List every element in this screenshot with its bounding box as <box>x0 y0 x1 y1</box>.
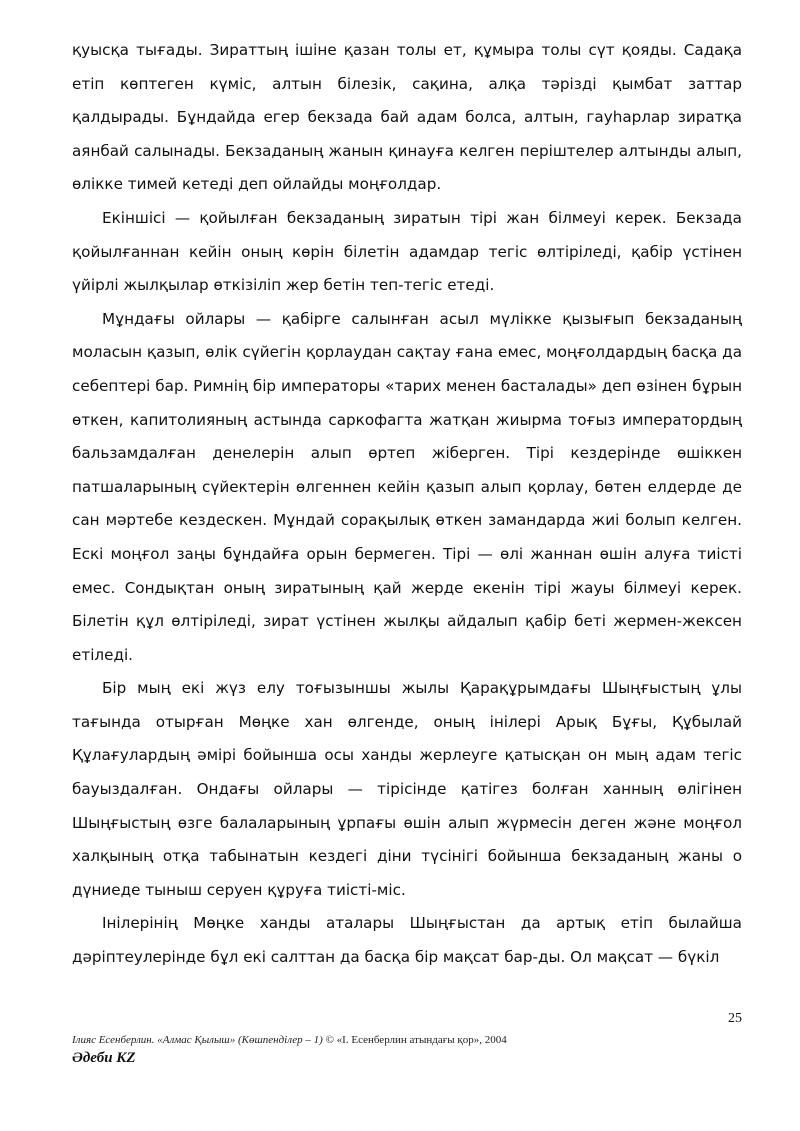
body-text <box>72 34 742 975</box>
paragraph: Мұндағы ойлары — қабірге салынған асыл мүлікке қызығып бекзаданың моласын қазып, өлік сүйегін қорлаудан сақтау ғана емес, моңғолдардың басқа да себептері бар. Римнің бір императоры «тарих менен басталады» деп өзінен бұрын өткен, капитолияның астында саркофагта жатқан жиырма тоғыз императордың бальзамдалған денелерін алып өртеп жіберген. Тірі кездерінде өшіккен патшаларының сүйектерін өлгеннен кейін қазып алып қорлау, бөтен елдерде де сан мәртебе кездескен. Мұндай сорақылық өткен замандарда жиі болып келген. Ескі моңғол заңы бұндайға орын бермеген. Тірі — өлі жаннан өшін алуға тиісті емес. Сондықтан оның зиратының қай жерде екенін тірі жауы білмеуі керек. Білетін құл өлтіріледі, зират үстінен жылқы айдалып қабір беті жермен-жексен етіледі. <box>72 309 742 664</box>
paragraph: Екіншісі — қойылған бекзаданың зиратын тірі жан білмеуі керек. Бекзада қойылғаннан кейін оның көрін білетін адамдар тегіс өлтіріледі, қабір үстінен үйірлі жылқылар өткізіліп жер бетін теп-тегіс етеді. <box>72 208 742 295</box>
footer-credit <box>72 1034 507 1046</box>
footer-credit-copyright: © «І. Есенберлин атындағы қор», 2004 <box>322 1034 507 1046</box>
page-number: 25 <box>728 1011 742 1026</box>
site-logo: Әдеби KZ <box>72 1050 136 1066</box>
paragraph: қуысқа тығады. Зираттың ішіне қазан толы ет, құмыра толы сүт қояды. Садақа етіп көптеген күміс, алтын білезік, сақина, алқа тәрізді қымбат заттар қалдырады. Бұндайда егер бекзада бай адам болса, алтын, гауһарлар зиратқа аянбай салынады. Бекзаданың жанын қинауға келген періштелер алтынды алып, өлікке тимей кетеді деп ойлайды моңғолдар. <box>72 41 742 194</box>
paragraph: Інілерінің Мөңке ханды аталары Шыңғыстан да артық етіп былайша дәріптеулерінде бұл екі салттан да басқа бір мақсат бар-ды. Ол мақсат — бүкіл <box>72 914 742 967</box>
paragraph: Бір мың екі жүз елу тоғызыншы жылы Қарақұрымдағы Шыңғыстың ұлы тағында отырған Мөңке хан өлгенде, оның інілері Арық Бұғы, Құбылай Құлағулардың әмірі бойынша осы ханды жерлеуге қатысқан он мың адам тегіс бауыздалған. Ондағы ойлары — тірісінде қатігез болған ханның өлігінен Шыңғыстың өзге балаларының ұрпағы өшін алып жүрмесін деген және моңғол халқының отқа табынатын кездегі діни түсінігі бойынша бекзаданың жаны о дүниеде тыныш серуен құруға тиісті-міс. <box>72 679 742 899</box>
footer-credit-book: Ілияс Есенберлин. «Алмас Қылыш» (Көшпенділер – 1) <box>72 1034 323 1046</box>
